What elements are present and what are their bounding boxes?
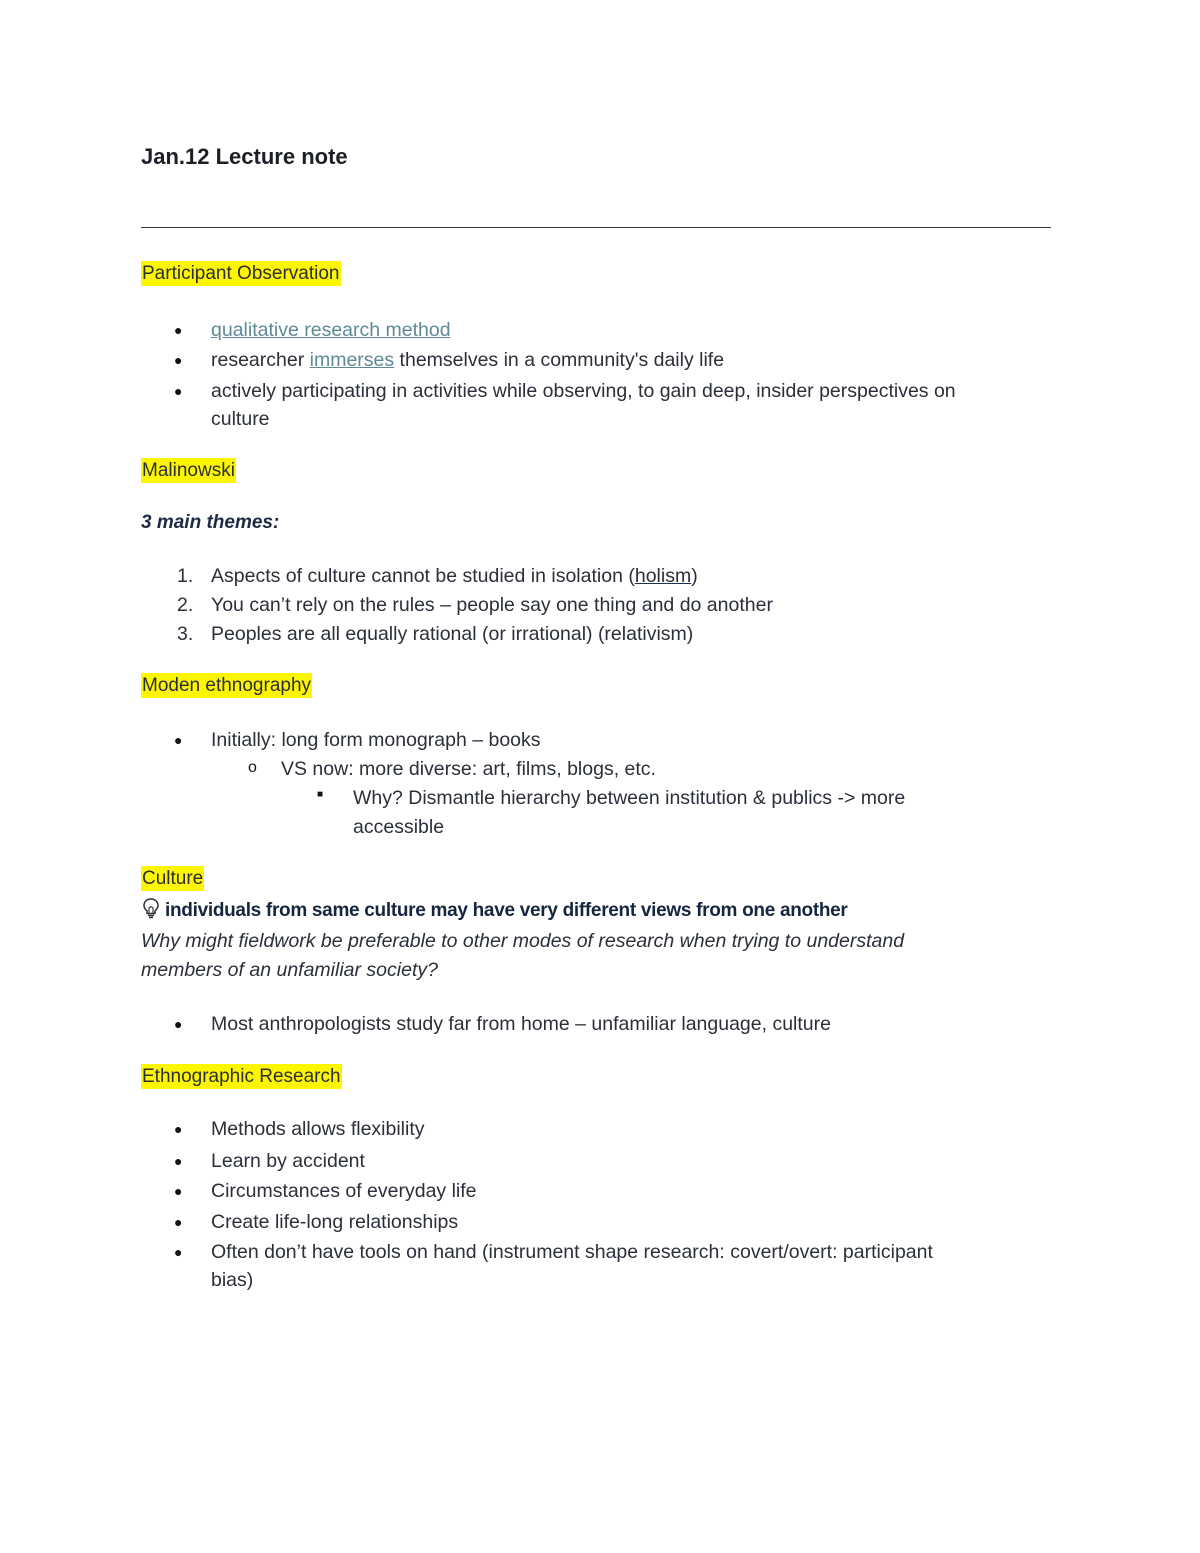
- section-ethnographic-research: [141, 1064, 342, 1089]
- link-qualitative-research[interactable]: qualitative research method: [211, 319, 451, 341]
- list-item: actively participating in activities while observing, to gain deep, insider perspectives on: [211, 380, 956, 402]
- heading-moden-ethnography: Moden ethnography: [142, 675, 312, 696]
- list-item-continuation: culture: [211, 408, 270, 430]
- numbered-item: You can’t rely on the rules – people say one thing and do another: [211, 594, 773, 616]
- horizontal-rule: [141, 227, 1051, 228]
- bold-statement: individuals from same culture may have very different views from one another: [165, 900, 848, 921]
- list-item: [211, 316, 451, 345]
- section-malinowski: [141, 458, 236, 483]
- sub-bullet-icon: o: [248, 759, 257, 776]
- list-number: 1.: [177, 565, 194, 587]
- bullet-icon: ●: [174, 352, 183, 368]
- text-segment: Aspects of culture cannot be studied in isolation (: [211, 565, 635, 587]
- bullet-icon: ●: [174, 1121, 183, 1137]
- bullet-icon: ●: [174, 1183, 183, 1199]
- bullet-icon: ●: [174, 1214, 183, 1230]
- term-holism: holism: [634, 565, 692, 587]
- list-number: 2.: [177, 594, 194, 616]
- subsub-list-item: Why? Dismantle hierarchy between institution & publics -> more: [353, 787, 906, 809]
- bullet-icon: ●: [174, 383, 183, 399]
- list-item: Circumstances of everyday life: [211, 1180, 477, 1202]
- list-item: Often don’t have tools on hand (instrument shape research: covert/overt: participant: [211, 1241, 933, 1263]
- heading-participant-observation: Participant Observation: [142, 263, 340, 284]
- section-participant: [141, 261, 341, 286]
- heading-malinowski: Malinowski: [142, 460, 235, 481]
- heading-culture: Culture: [142, 868, 204, 889]
- list-item: Create life-long relationships: [211, 1211, 459, 1233]
- link-immerses[interactable]: immerses: [309, 349, 395, 371]
- heading-ethnographic-research: Ethnographic Research: [142, 1066, 341, 1087]
- bullet-icon: ●: [174, 1244, 183, 1260]
- list-item: Most anthropologists study far from home – unfamiliar language, culture: [211, 1013, 831, 1035]
- bullet-icon: ●: [174, 322, 183, 338]
- page-title: Jan.12 Lecture note: [141, 144, 348, 169]
- sub-list-item: VS now: more diverse: art, films, blogs, etc.: [281, 758, 656, 780]
- subsub-list-item-continuation: accessible: [353, 816, 445, 838]
- bullet-icon: ●: [174, 1016, 183, 1032]
- question-line: Why might fieldwork be preferable to other modes of research when trying to understand: [141, 930, 905, 952]
- section-ethnography: [141, 673, 312, 698]
- square-bullet-icon: ■: [317, 789, 324, 800]
- lightbulb-icon: [141, 897, 161, 929]
- bullet-icon: ●: [174, 732, 183, 748]
- question-line: members of an unfamiliar society?: [141, 959, 438, 981]
- numbered-item: [211, 562, 698, 591]
- section-culture: [141, 866, 204, 891]
- subheading-main-themes: 3 main themes:: [141, 512, 280, 533]
- list-number: 3.: [177, 623, 194, 645]
- list-item-continuation: bias): [211, 1269, 254, 1291]
- list-item: Methods allows flexibility: [211, 1118, 425, 1140]
- list-item: Learn by accident: [211, 1150, 365, 1172]
- text-segment: researcher: [211, 349, 310, 371]
- culture-key-point: [141, 896, 848, 929]
- list-item: Initially: long form monograph – books: [211, 729, 541, 751]
- text-segment: ): [691, 565, 698, 587]
- list-item: [211, 346, 724, 375]
- bullet-icon: ●: [174, 1153, 183, 1169]
- text-segment: themselves in a community's daily life: [394, 349, 725, 371]
- numbered-item: Peoples are all equally rational (or irrational) (relativism): [211, 623, 694, 645]
